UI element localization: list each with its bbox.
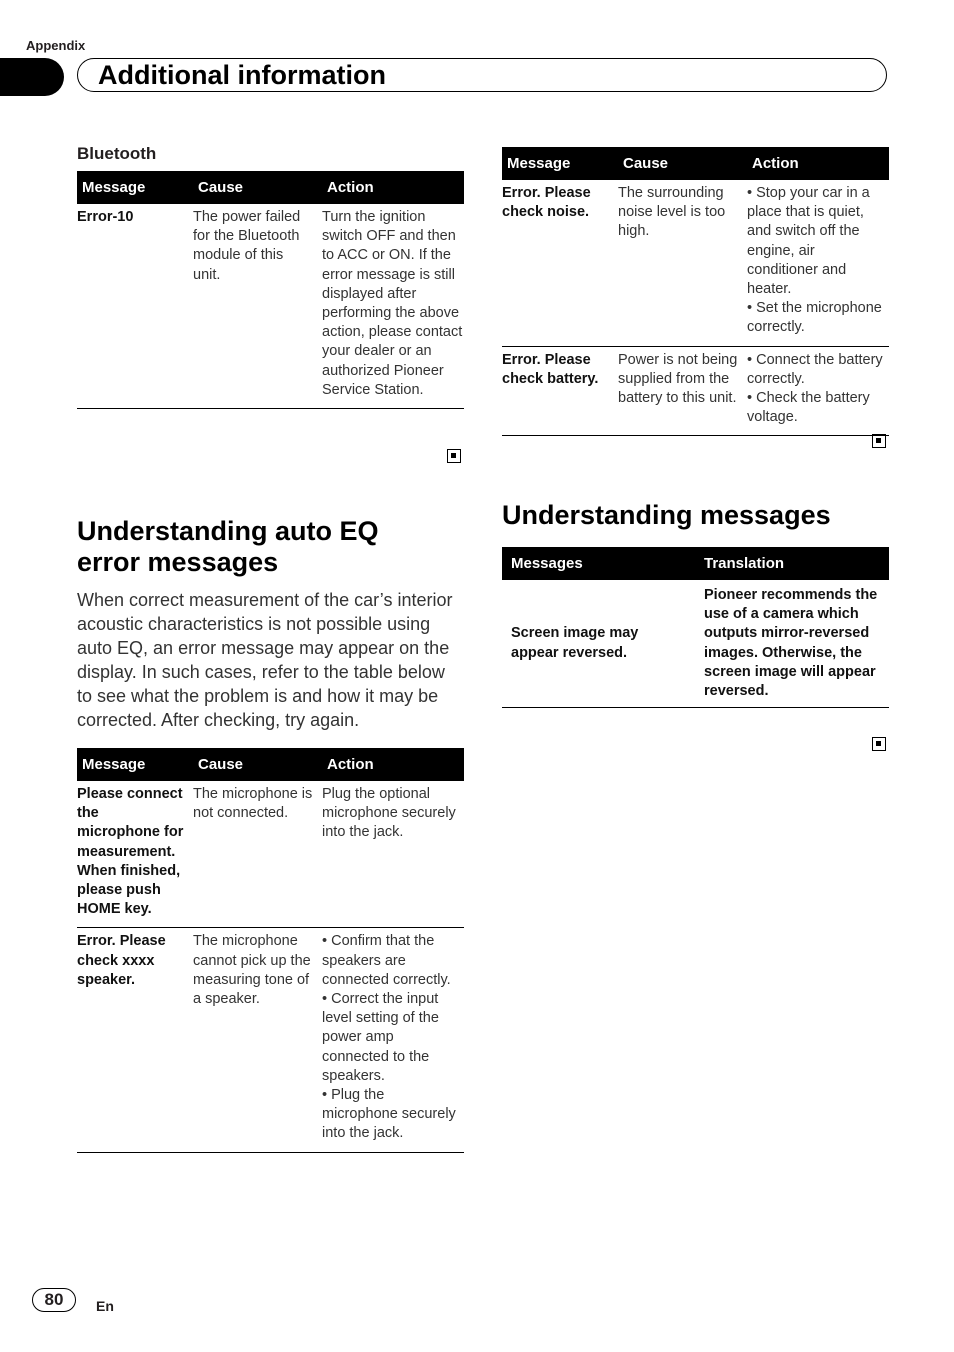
eq-table-container [77,748,464,1153]
language-code: En [96,1298,114,1314]
translation-cell: Pioneer recommends the use of a camera which outputs mirror-reversed images. Otherwise, the screen image will appear reversed. [695,580,889,708]
column-header: Message [77,748,193,781]
bluetooth-heading: Bluetooth [77,144,157,163]
column-header: Message [502,147,618,180]
cause-cell: The surrounding noise level is too high. [618,180,747,346]
chapter-title-box [77,58,887,92]
table-header-row [77,171,464,204]
action-cell: Plug the optional microphone securely into the jack. [322,781,464,928]
column-header: Cause [193,748,322,781]
table-header-row [502,547,889,580]
eq-error-table-continued [502,147,889,436]
column-header: Action [747,147,889,180]
messages-table [502,547,889,708]
table-header-row [502,147,889,180]
cause-cell: Power is not being supplied from the battery to this unit. [618,346,747,436]
column-header: Action [322,748,464,781]
messages-heading: Understanding messages [502,500,831,530]
end-of-section-icon [872,434,886,448]
column-header: Translation [695,547,889,580]
message-cell: Screen image may appear reversed. [502,580,695,708]
column-header: Action [322,171,464,204]
eq-error-table [77,748,464,1153]
action-cell: • Stop your car in a place that is quiet, and switch off the engine, air conditioner and heater. • Set the microphone correctly. [747,180,889,346]
section-label: Appendix [26,38,86,53]
message-cell: Please connect the microphone for measurement. When finished, please push HOME key. [77,781,193,928]
bluetooth-table [77,171,464,409]
eq-table-continued-container [502,147,889,436]
message-cell: Error. Please check noise. [502,180,618,346]
table-row [77,204,464,409]
table-row [502,180,889,346]
column-header: Message [77,171,193,204]
end-of-section-icon [872,737,886,751]
eq-section [77,516,464,732]
table-row [77,781,464,928]
action-cell: Turn the ignition switch OFF and then to ACC or ON. If the error message is still displayed after performing the above action, please contact your dealer or an authorized Pioneer Service Station. [322,204,464,409]
column-header: Messages [502,547,695,580]
table-row [502,580,889,708]
message-cell: Error. Please check xxxx speaker. [77,928,193,1152]
action-cell: • Confirm that the speakers are connected correctly. • Correct the input level setting of the power amp connected to the speakers. • Plug the microphone securely into the jack. [322,928,464,1152]
action-cell: • Connect the battery correctly. • Check the battery voltage. [747,346,889,436]
cause-cell: The microphone cannot pick up the measuring tone of a speaker. [193,928,322,1152]
section-tab [0,58,64,96]
end-of-section-icon [447,449,461,463]
table-row [502,346,889,436]
bluetooth-section [77,144,464,409]
cause-cell: The microphone is not connected. [193,781,322,928]
eq-intro: When correct measurement of the car’s interior acoustic characteristics is not possible using auto EQ, an error message may appear on the display. In such cases, refer to the table below to see what the problem is and how it may be corrected. After checking, try again. [77,590,453,730]
message-cell: Error. Please check battery. [502,346,618,436]
column-header: Cause [618,147,747,180]
page-number: 80 [32,1288,76,1312]
column-header: Cause [193,171,322,204]
chapter-title: Additional information [98,60,386,90]
message-cell: Error-10 [77,204,193,409]
messages-section [502,500,889,708]
eq-heading: Understanding auto EQ error messages [77,516,379,577]
cause-cell: The power failed for the Bluetooth module of this unit. [193,204,322,409]
table-header-row [77,748,464,781]
table-row [77,928,464,1152]
